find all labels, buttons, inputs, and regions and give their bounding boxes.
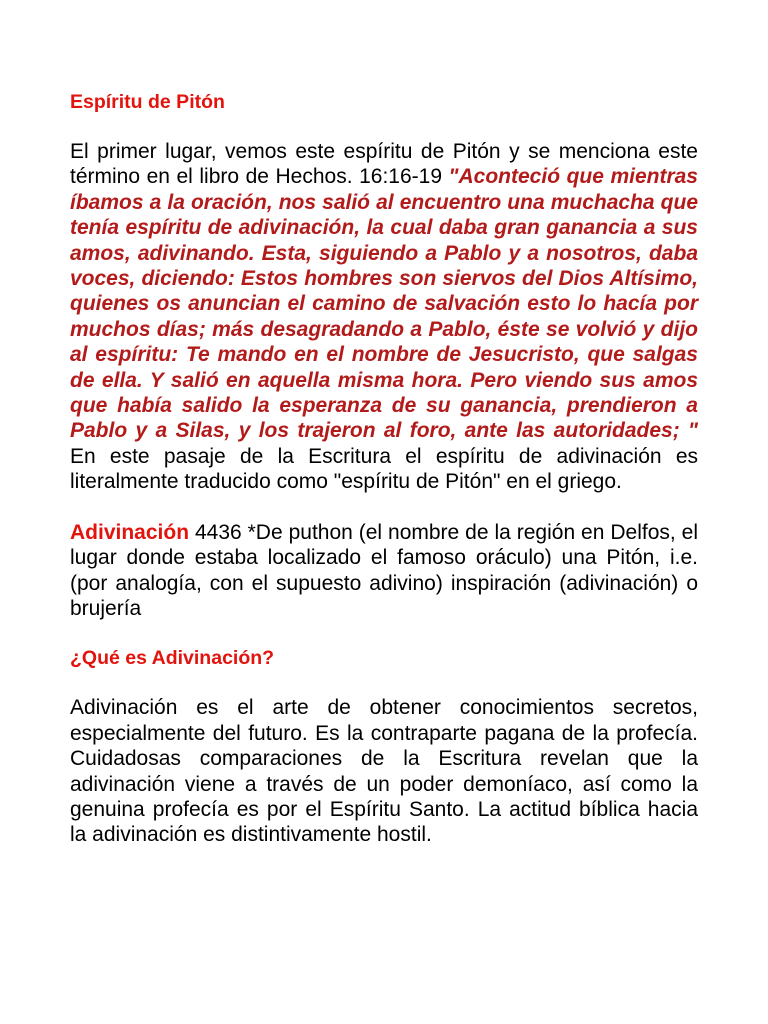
definition-term: Adivinación bbox=[70, 520, 190, 544]
paragraph-what-is-divination: Adivinación es el arte de obtener conocimientos secretos, especialmente del futuro. Es la contraparte pagana de la profecía. Cuidadosas comparaciones de la Escritura revelan que la adivinación viene a través de un poder demoníaco, así como la genuina profecía es por el Espíritu Santo. La actitud bíblica hacia la adivinación es distintivamente hostil. bbox=[70, 696, 698, 847]
outro-text: En este pasaje de la Escritura el espíritu de adivinación es literalmente traducido como "espíritu de Pitón" en el griego. bbox=[70, 444, 698, 494]
document-page bbox=[70, 90, 698, 848]
heading-que-es-adivinacion: ¿Qué es Adivinación? bbox=[70, 647, 275, 670]
paragraph-hechos-passage bbox=[70, 139, 698, 495]
definition-text: 4436 *De puthon (el nombre de la región en Delfos, el lugar donde estaba localizado el famoso oráculo) una Pitón, i.e. (por analogía, con el supuesto adivino) inspiración (adivinación) o brujería bbox=[70, 520, 698, 620]
heading-espiritu-de-piton: Espíritu de Pitón bbox=[70, 91, 225, 113]
scripture-quote: "Aconteció que mientras íbamos a la oración, nos salió al encuentro una muchacha que tenía espíritu de adivinación, la cual daba gran ganancia a sus amos, adivinando. Esta, siguiendo a Pablo y a nosotros, daba voces, diciendo: Estos hombres son siervos del Dios Altísimo, quienes os anuncian el camino de salvación esto lo hacía por muchos días; más desagradando a Pablo, éste se volvió y dijo al espíritu: Te mando en el nombre de Jesucristo, que salgas de ella. Y salió en aquella misma hora. Pero viendo sus amos que había salido la esperanza de su ganancia, prendieron a Pablo y a Silas, y los trajeron al foro, ante las autoridades; " bbox=[70, 165, 698, 443]
paragraph-definition bbox=[70, 520, 698, 622]
intro-text: El primer lugar, vemos este espíritu de Pitón y se menciona este término en el libro de Hechos. 16:16-19 bbox=[70, 140, 698, 189]
